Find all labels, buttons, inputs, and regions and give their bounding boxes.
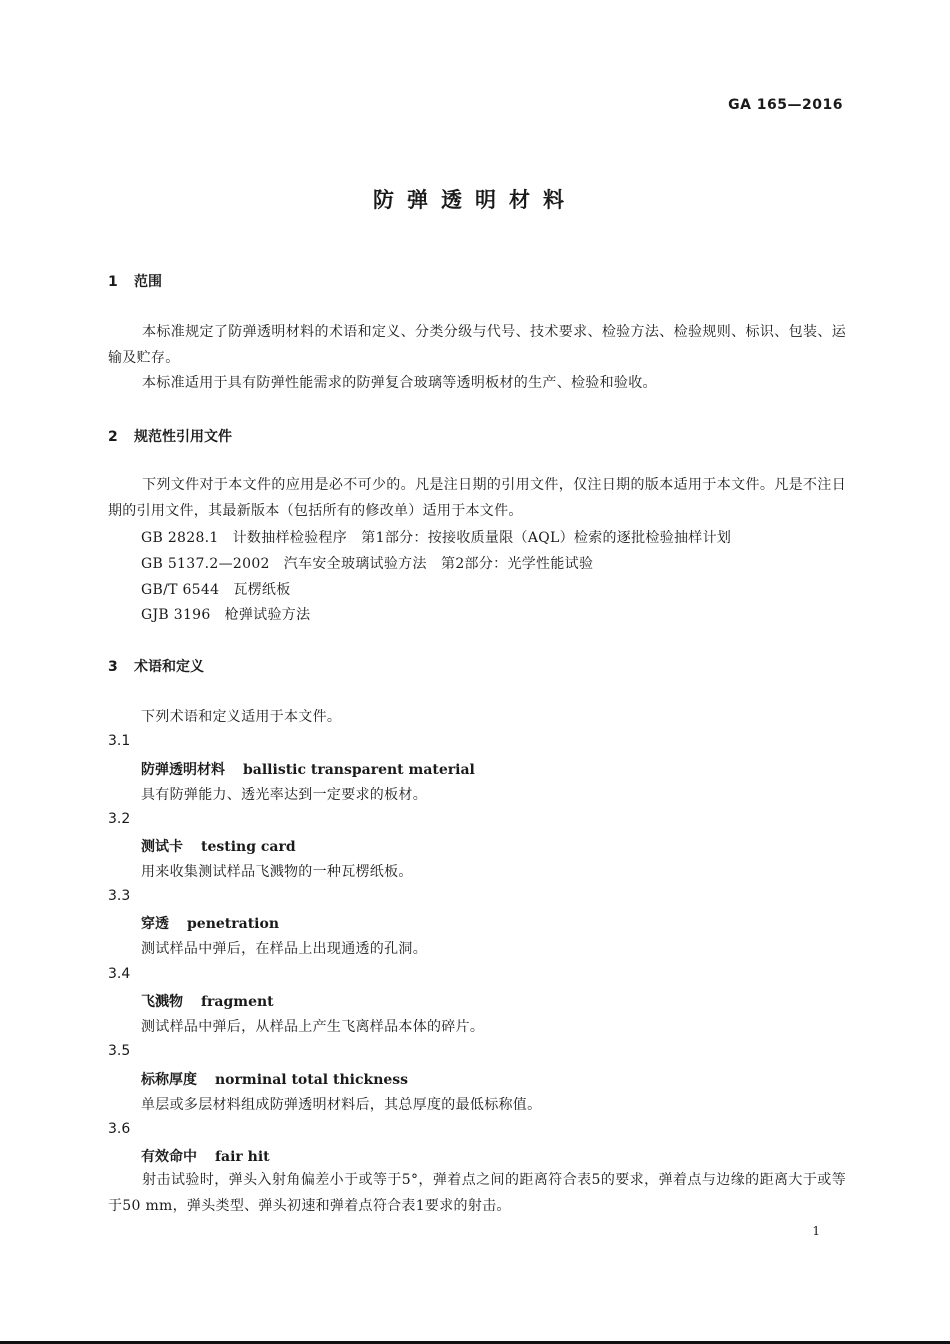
section-1-heading [108,271,162,291]
term-number: 3.2 [108,811,131,827]
reference-code: GB 5137.2—2002 [141,556,270,572]
term-definition: 具有防弹能力、透光率达到一定要求的板材。 [141,787,427,803]
reference-item [141,579,291,599]
term-name-en: ballistic transparent material [243,762,475,778]
reference-code: GB/T 6544 [141,582,220,598]
paragraph-text: 本标准规定了防弹透明材料的术语和定义、分类分级与代号、技术要求、检验方法、检验规则、标识、包装、运输及贮存。 [108,324,846,366]
section-3-heading [108,656,204,676]
paragraph-text: 本标准适用于具有防弹性能需求的防弹复合玻璃等透明板材的生产、检验和验收。 [142,375,657,391]
term-name-en: penetration [187,916,279,932]
term-name-cn: 飞溅物 [141,994,183,1010]
reference-code: GJB 3196 [141,607,211,623]
term-name [141,1069,408,1089]
term-name-cn: 防弹透明材料 [141,762,225,778]
term-definition: 测试样品中弹后，在样品上出现通透的孔洞。 [141,941,427,957]
reference-item [141,604,310,624]
term-name-en: fragment [201,994,274,1010]
section-title: 规范性引用文件 [134,429,232,445]
term-number: 3.1 [108,733,131,749]
section-title: 术语和定义 [134,659,204,675]
term-name-cn: 测试卡 [141,839,183,855]
term-number: 3.3 [108,888,131,904]
paragraph-text: 下列文件对于本文件的应用是必不可少的。凡是注日期的引用文件，仅注日期的版本适用于本文件。凡是不注日期的引用文件，其最新版本（包括所有的修改单）适用于本文件。 [108,477,846,519]
standard-code: GA 165—2016 [728,97,843,113]
reference-code: GB 2828.1 [141,530,219,546]
reference-item [141,527,731,547]
section-2-heading [108,426,232,446]
term-definition [108,1168,846,1220]
section-number: 1 [108,274,118,290]
term-name-cn: 有效命中 [141,1149,197,1165]
page-number: 1 [812,1224,820,1238]
section-title: 范围 [134,274,162,290]
paragraph-text: 射击试验时，弹头入射角偏差小于或等于5°，弹着点之间的距离符合表5的要求，弹着点与边缘的距离大于或等于50 mm，弹头类型、弹头初速和弹着点符合表1要求的射击。 [108,1172,846,1214]
reference-title: 枪弹试验方法 [224,607,311,623]
term-name-en: fair hit [215,1149,270,1165]
reference-title: 计数抽样检验程序 第1部分：按接收质量限（AQL）检索的逐批检验抽样计划 [232,530,732,546]
section-3-intro: 下列术语和定义适用于本文件。 [141,709,342,725]
term-name-en: testing card [201,839,296,855]
section-number: 3 [108,659,118,675]
section-1-paragraph-1 [108,320,846,372]
section-number: 2 [108,429,118,445]
term-name [141,1146,270,1166]
term-name [141,913,279,933]
term-number: 3.6 [108,1121,131,1137]
term-name-en: norminal total thickness [215,1072,409,1088]
term-name [141,836,296,856]
term-number: 3.4 [108,966,131,982]
term-definition: 测试样品中弹后，从样品上产生飞离样品本体的碎片。 [141,1019,485,1035]
term-name [141,759,475,779]
term-name [141,991,274,1011]
term-number: 3.5 [108,1043,131,1059]
reference-title: 瓦楞纸板 [233,582,291,598]
reference-item [141,553,593,573]
term-name-cn: 穿透 [141,916,169,932]
section-2-paragraph-1 [108,473,846,525]
document-title: 防弹透明材料 [373,188,577,212]
term-name-cn: 标称厚度 [141,1072,197,1088]
section-1-paragraph-2 [108,371,846,397]
reference-title: 汽车安全玻璃试验方法 第2部分：光学性能试验 [283,556,594,572]
term-definition: 单层或多层材料组成防弹透明材料后，其总厚度的最低标称值。 [141,1097,542,1113]
term-definition: 用来收集测试样品飞溅物的一种瓦楞纸板。 [141,864,413,880]
